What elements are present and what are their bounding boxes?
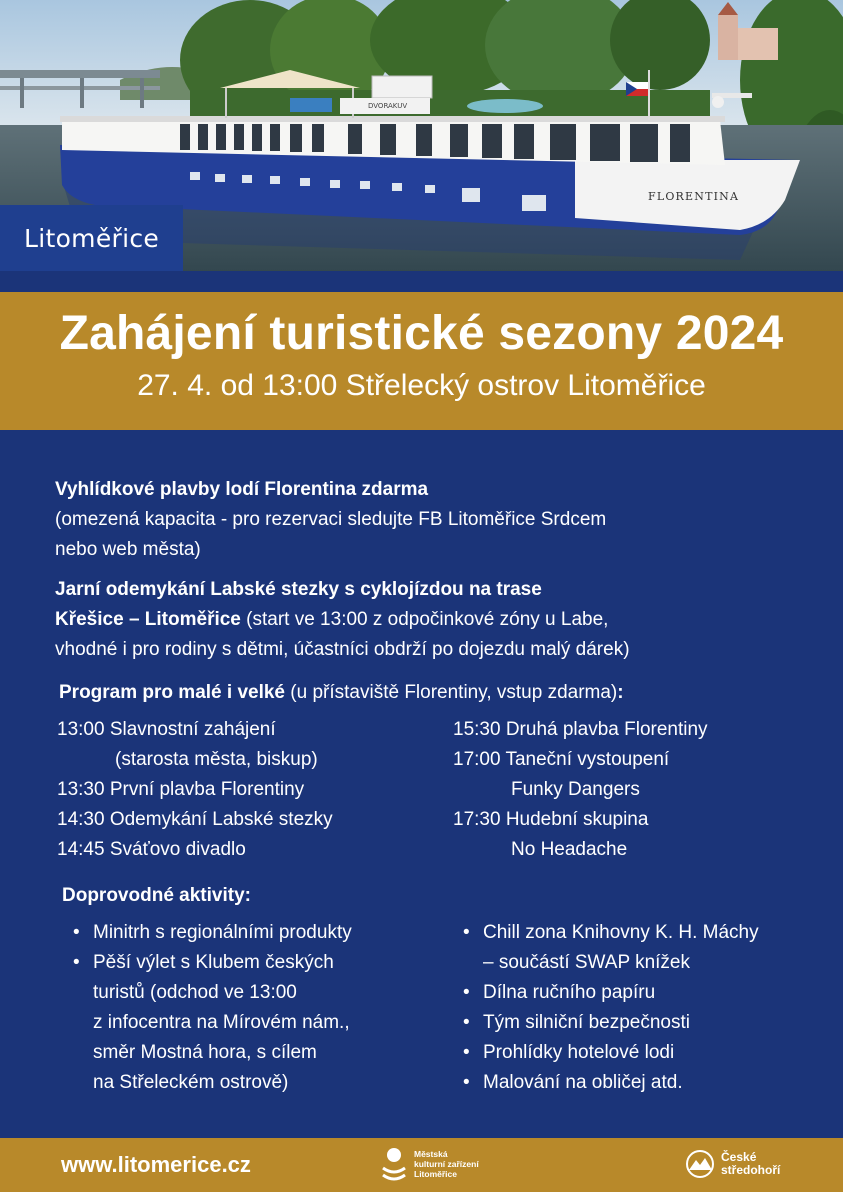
activities-left-list (73, 918, 352, 1098)
program-heading-colon: : (617, 682, 624, 703)
footer (0, 1138, 843, 1192)
program-item: 17:00 Taneční vystoupení (453, 749, 670, 770)
bike-section (55, 575, 630, 665)
activity-item: • Malování na obličej atd. (463, 1068, 759, 1098)
mkz-emblem-icon (380, 1146, 408, 1182)
program-item: 13:00 Slavnostní zahájení (57, 719, 276, 740)
bike-line2: vhodné i pro rodiny s dětmi, účastníci obdrží po dojezdu malý dárek) (55, 639, 630, 660)
event-title: Zahájení turistické sezony 2024 (59, 307, 784, 360)
website-link[interactable]: www.litomerice.cz (61, 1152, 251, 1177)
cruise-section (55, 475, 606, 565)
program-item: 14:45 Sváťovo divadlo (57, 839, 246, 860)
bike-start-info: (start ve 13:00 z odpočinkové zóny u Labe, (240, 609, 609, 630)
event-date-place: 27. 4. od 13:00 Střelecký ostrov Litoměřice (137, 369, 706, 402)
program-item: 13:30 První plavba Florentiny (57, 779, 305, 800)
mountains-icon (684, 1150, 716, 1178)
cruise-note-line1: (omezená kapacita - pro rezervaci sledujte FB Litoměřice Srdcem (55, 509, 607, 530)
mkz-logo (380, 1146, 479, 1182)
activity-item: • Dílna ručního papíru (463, 978, 759, 1008)
program-item: No Headache (511, 839, 628, 860)
program-heading-rest: (u přístaviště Florentiny, vstup zdarma) (285, 682, 618, 703)
bike-line1 (55, 605, 630, 635)
event-details (0, 430, 843, 1138)
activity-item: • Prohlídky hotelové lodi (463, 1038, 759, 1068)
cs-line1: České (721, 1150, 757, 1164)
program-item: (starosta města, biskup) (115, 749, 318, 770)
mkz-line2: kulturní zařízení (414, 1159, 479, 1169)
program-right-column (453, 715, 708, 865)
mkz-line3: Litoměřice (414, 1169, 457, 1179)
title-band (0, 292, 843, 430)
ceske-stredohori-logo (684, 1150, 780, 1178)
header-photo (0, 0, 843, 271)
program-item: 15:30 Druhá plavba Florentiny (453, 719, 708, 740)
header-divider (0, 271, 843, 292)
activity-item: • Minitrh s regionálními produkty (73, 918, 352, 948)
bike-route: Křešice – Litoměřice (55, 609, 241, 630)
activities-right-list (463, 918, 759, 1098)
logo-text: Litoměřice (24, 223, 160, 253)
program-heading-bold: Program pro malé i velké (59, 682, 285, 703)
cruise-note-line2: nebo web města) (55, 539, 201, 560)
bike-title: Jarní odemykání Labské stezky s cyklojízdou na trase (55, 579, 542, 600)
litomerice-logo (0, 205, 183, 271)
activity-item: • Pěší výlet s Klubem českých turistů (odchod ve 13:00 z infocentra na Mírovém nám., směr Mostná hora, s cílem na Střeleckém ostrově) (73, 948, 352, 1098)
activity-item: • Tým silniční bezpečnosti (463, 1008, 759, 1038)
cruise-title: Vyhlídkové plavby lodí Florentina zdarma (55, 479, 429, 500)
activity-item: • Chill zona Knihovny K. H. Máchy – součástí SWAP knížek (463, 918, 759, 978)
program-item: 14:30 Odemykání Labské stezky (57, 809, 333, 830)
mkz-line1: Městská (414, 1149, 448, 1159)
program-item: Funky Dangers (511, 779, 640, 800)
svg-text:FLORENTINA: FLORENTINA (648, 190, 740, 203)
cs-line2: středohoří (721, 1163, 781, 1177)
activities-heading: Doprovodné aktivity: (62, 885, 251, 906)
program-item: 17:30 Hudební skupina (453, 809, 649, 830)
svg-text:DVORAKUV: DVORAKUV (368, 102, 408, 110)
program-left-column (57, 715, 333, 865)
program-heading (59, 678, 624, 708)
